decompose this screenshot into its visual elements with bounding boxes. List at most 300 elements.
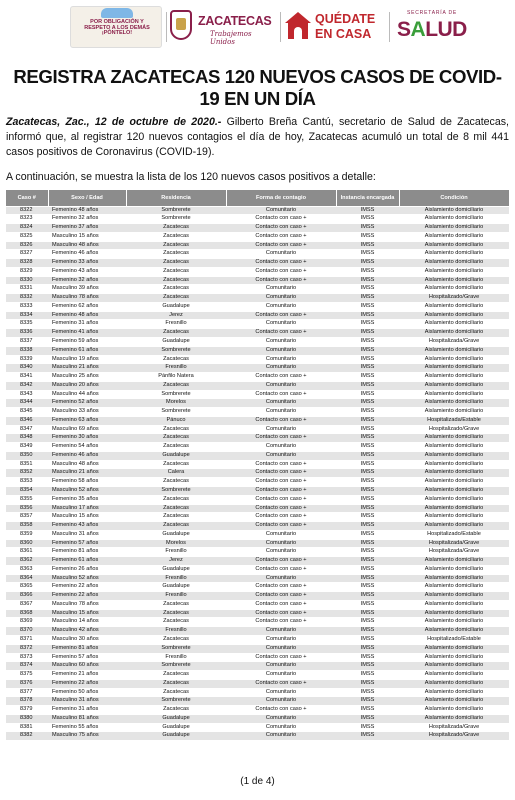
table-row: [6, 329, 509, 338]
table-cell: Femenino 30 años: [48, 434, 126, 443]
table-row: [6, 706, 509, 715]
table-cell: Aislamiento domiciliario: [399, 522, 509, 531]
table-cell: Comunitario: [226, 355, 336, 364]
table-cell: Femenino 35 años: [48, 495, 126, 504]
cases-table: [6, 190, 510, 740]
table-cell: Guadalupe: [126, 723, 226, 732]
table-cell: IMSS: [336, 259, 399, 268]
table-cell: 8324: [6, 224, 48, 233]
table-cell: IMSS: [336, 451, 399, 460]
table-row: [6, 373, 509, 382]
table-cell: Masculino 19 años: [48, 355, 126, 364]
table-cell: IMSS: [336, 478, 399, 487]
table-cell: IMSS: [336, 390, 399, 399]
table-cell: Femenino 31 años: [48, 706, 126, 715]
table-cell: Femenino 43 años: [48, 267, 126, 276]
table-cell: Aislamiento domiciliario: [399, 311, 509, 320]
table-row: [6, 671, 509, 680]
table-cell: 8366: [6, 592, 48, 601]
table-cell: Contacto con caso +: [226, 513, 336, 522]
table-row: [6, 548, 509, 557]
table-cell: 8351: [6, 460, 48, 469]
table-cell: Femenino 62 años: [48, 302, 126, 311]
table-cell: Femenino 59 años: [48, 337, 126, 346]
table-cell: Zacatecas: [126, 600, 226, 609]
header-separator: [166, 12, 167, 42]
table-cell: Aislamiento domiciliario: [399, 302, 509, 311]
table-row: [6, 215, 509, 224]
quedate-en-casa-logo: [285, 8, 385, 48]
table-cell: IMSS: [336, 679, 399, 688]
table-cell: Aislamiento domiciliario: [399, 662, 509, 671]
table-cell: IMSS: [336, 574, 399, 583]
table-cell: Femenino 46 años: [48, 451, 126, 460]
table-cell: 8349: [6, 443, 48, 452]
table-cell: Masculino 48 años: [48, 460, 126, 469]
table-cell: Aislamiento domiciliario: [399, 390, 509, 399]
table-cell: Masculino 78 años: [48, 294, 126, 303]
table-cell: Contacto con caso +: [226, 434, 336, 443]
table-cell: Contacto con caso +: [226, 311, 336, 320]
table-cell: Masculino 31 años: [48, 530, 126, 539]
table-cell: 8332: [6, 294, 48, 303]
table-cell: 8343: [6, 390, 48, 399]
table-cell: Femenino 50 años: [48, 688, 126, 697]
table-cell: Hospitalizada/Grave: [399, 337, 509, 346]
table-cell: Femenino 54 años: [48, 443, 126, 452]
table-cell: Aislamiento domiciliario: [399, 364, 509, 373]
table-cell: Zacatecas: [126, 460, 226, 469]
table-cell: IMSS: [336, 329, 399, 338]
table-cell: Aislamiento domiciliario: [399, 224, 509, 233]
table-row: [6, 478, 509, 487]
table-cell: Aislamiento domiciliario: [399, 443, 509, 452]
table-cell: Comunitario: [226, 723, 336, 732]
dateline: Zacatecas, Zac., 12 de octubre de 2020.-: [6, 116, 222, 128]
table-cell: Comunitario: [226, 636, 336, 645]
table-cell: Comunitario: [226, 408, 336, 417]
table-cell: Sombrerete: [126, 206, 226, 215]
table-cell: Contacto con caso +: [226, 679, 336, 688]
table-cell: Comunitario: [226, 381, 336, 390]
coat-of-arms-icon: [170, 10, 192, 40]
table-cell: Contacto con caso +: [226, 557, 336, 566]
table-cell: 8362: [6, 557, 48, 566]
table-cell: Femenino 57 años: [48, 539, 126, 548]
table-cell: 8364: [6, 574, 48, 583]
table-row: [6, 355, 509, 364]
table-cell: IMSS: [336, 706, 399, 715]
table-cell: Femenino 37 años: [48, 224, 126, 233]
zacatecas-government-logo: [170, 8, 275, 48]
table-cell: Comunitario: [226, 399, 336, 408]
table-cell: Contacto con caso +: [226, 232, 336, 241]
table-row: [6, 381, 509, 390]
table-cell: IMSS: [336, 320, 399, 329]
table-cell: Contacto con caso +: [226, 267, 336, 276]
table-cell: Comunitario: [226, 574, 336, 583]
table-row: [6, 364, 509, 373]
table-cell: Comunitario: [226, 451, 336, 460]
table-cell: Contacto con caso +: [226, 495, 336, 504]
zacatecas-slogan: Trabajemos Unidos: [210, 30, 252, 46]
table-cell: Contacto con caso +: [226, 259, 336, 268]
table-cell: 8334: [6, 311, 48, 320]
table-cell: 8353: [6, 478, 48, 487]
table-row: [6, 487, 509, 496]
table-cell: IMSS: [336, 618, 399, 627]
table-cell: 8337: [6, 337, 48, 346]
table-cell: IMSS: [336, 600, 399, 609]
table-row: [6, 416, 509, 425]
table-cell: Zacatecas: [126, 478, 226, 487]
table-cell: 8373: [6, 653, 48, 662]
table-cell: Zacatecas: [126, 434, 226, 443]
face-mask-icon: [101, 8, 133, 18]
header-separator: [280, 12, 281, 42]
table-cell: Guadalupe: [126, 302, 226, 311]
table-cell: Zacatecas: [126, 267, 226, 276]
table-cell: Sombrerete: [126, 662, 226, 671]
table-cell: IMSS: [336, 636, 399, 645]
table-cell: Pánfilo Natera: [126, 373, 226, 382]
table-cell: IMSS: [336, 732, 399, 740]
table-cell: Aislamiento domiciliario: [399, 600, 509, 609]
table-cell: Comunitario: [226, 548, 336, 557]
table-cell: Zacatecas: [126, 522, 226, 531]
table-cell: Hospitalizado/Grave: [399, 294, 509, 303]
table-row: [6, 232, 509, 241]
table-cell: Aislamiento domiciliario: [399, 697, 509, 706]
table-cell: Sombrerete: [126, 346, 226, 355]
table-row: [6, 504, 509, 513]
table-cell: 8367: [6, 600, 48, 609]
table-cell: IMSS: [336, 644, 399, 653]
table-cell: Contacto con caso +: [226, 329, 336, 338]
table-cell: 8360: [6, 539, 48, 548]
table-row: [6, 723, 509, 732]
table-row: [6, 714, 509, 723]
table-row: [6, 636, 509, 645]
table-cell: 8372: [6, 644, 48, 653]
table-row: [6, 609, 509, 618]
table-cell: Aislamiento domiciliario: [399, 671, 509, 680]
table-row: [6, 644, 509, 653]
table-cell: 8356: [6, 504, 48, 513]
table-cell: Masculino 75 años: [48, 732, 126, 740]
table-cell: Zacatecas: [126, 425, 226, 434]
column-header: Instancia encargada: [336, 190, 399, 206]
table-cell: 8357: [6, 513, 48, 522]
table-cell: IMSS: [336, 206, 399, 215]
table-row: [6, 592, 509, 601]
table-cell: Aislamiento domiciliario: [399, 653, 509, 662]
table-cell: Contacto con caso +: [226, 241, 336, 250]
secretaria-salud-logo: [393, 8, 508, 48]
table-cell: Masculino 78 años: [48, 600, 126, 609]
mask-line1: POR OBLIGACIÓN Y: [90, 19, 144, 25]
table-cell: Fresnillo: [126, 627, 226, 636]
table-cell: IMSS: [336, 373, 399, 382]
table-row: [6, 557, 509, 566]
table-cell: Zacatecas: [126, 241, 226, 250]
table-cell: Aislamiento domiciliario: [399, 355, 509, 364]
table-cell: 8322: [6, 206, 48, 215]
table-cell: Masculino 21 años: [48, 469, 126, 478]
table-cell: Aislamiento domiciliario: [399, 381, 509, 390]
table-cell: Masculino 69 años: [48, 425, 126, 434]
table-cell: Guadalupe: [126, 451, 226, 460]
table-cell: Hospitalizado/Estable: [399, 636, 509, 645]
table-cell: Aislamiento domiciliario: [399, 644, 509, 653]
table-cell: Fresnillo: [126, 320, 226, 329]
table-cell: Aislamiento domiciliario: [399, 679, 509, 688]
table-cell: IMSS: [336, 557, 399, 566]
table-cell: Zacatecas: [126, 355, 226, 364]
table-cell: 8365: [6, 583, 48, 592]
table-row: [6, 206, 509, 215]
table-cell: Zacatecas: [126, 443, 226, 452]
table-cell: Comunitario: [226, 662, 336, 671]
table-cell: Comunitario: [226, 530, 336, 539]
mask-line3: ¡PÓNTELO!: [101, 30, 133, 36]
table-cell: Contacto con caso +: [226, 416, 336, 425]
page-counter: (1 de 4): [240, 776, 275, 787]
table-cell: IMSS: [336, 504, 399, 513]
table-cell: IMSS: [336, 583, 399, 592]
table-cell: Aislamiento domiciliario: [399, 259, 509, 268]
table-cell: Jerez: [126, 311, 226, 320]
table-cell: IMSS: [336, 408, 399, 417]
table-cell: Femenino 81 años: [48, 548, 126, 557]
table-cell: 8330: [6, 276, 48, 285]
table-cell: 8358: [6, 522, 48, 531]
table-cell: IMSS: [336, 460, 399, 469]
table-cell: Masculino 17 años: [48, 504, 126, 513]
cases-table-body: [6, 206, 509, 740]
en-casa-text: EN CASA: [315, 27, 372, 41]
table-cell: Masculino 20 años: [48, 381, 126, 390]
table-cell: IMSS: [336, 276, 399, 285]
table-cell: IMSS: [336, 495, 399, 504]
table-cell: 8339: [6, 355, 48, 364]
column-header: Residencia: [126, 190, 226, 206]
table-cell: Comunitario: [226, 443, 336, 452]
table-cell: Sombrerete: [126, 390, 226, 399]
table-cell: Aislamiento domiciliario: [399, 460, 509, 469]
table-cell: Hospitalizada/Estable: [399, 416, 509, 425]
table-row: [6, 513, 509, 522]
table-row: [6, 434, 509, 443]
table-cell: Aislamiento domiciliario: [399, 320, 509, 329]
table-cell: Comunitario: [226, 337, 336, 346]
table-cell: Femenino 61 años: [48, 346, 126, 355]
table-cell: Masculino 52 años: [48, 487, 126, 496]
table-cell: Zacatecas: [126, 329, 226, 338]
table-row: [6, 688, 509, 697]
table-cell: Zacatecas: [126, 679, 226, 688]
table-cell: IMSS: [336, 434, 399, 443]
table-cell: 8344: [6, 399, 48, 408]
table-cell: IMSS: [336, 250, 399, 259]
table-cell: 8355: [6, 495, 48, 504]
table-cell: 8352: [6, 469, 48, 478]
table-cell: Masculino 33 años: [48, 408, 126, 417]
table-cell: Femenino 32 años: [48, 215, 126, 224]
table-cell: IMSS: [336, 723, 399, 732]
table-cell: Aislamiento domiciliario: [399, 618, 509, 627]
table-cell: 8377: [6, 688, 48, 697]
table-row: [6, 679, 509, 688]
table-cell: Comunitario: [226, 302, 336, 311]
quedate-text: QUÉDATE: [315, 12, 376, 26]
table-cell: Comunitario: [226, 320, 336, 329]
table-cell: Zacatecas: [126, 636, 226, 645]
table-cell: Zacatecas: [126, 618, 226, 627]
table-cell: Hospitalizada/Grave: [399, 548, 509, 557]
table-cell: 8326: [6, 241, 48, 250]
table-row: [6, 224, 509, 233]
table-cell: Hospitalizado/Grave: [399, 425, 509, 434]
table-row: [6, 583, 509, 592]
table-cell: IMSS: [336, 337, 399, 346]
table-cell: Contacto con caso +: [226, 609, 336, 618]
table-cell: Zacatecas: [126, 381, 226, 390]
table-cell: IMSS: [336, 311, 399, 320]
table-cell: Femenino 41 años: [48, 329, 126, 338]
table-cell: Comunitario: [226, 250, 336, 259]
table-cell: Masculino 60 años: [48, 662, 126, 671]
table-cell: Masculino 30 años: [48, 636, 126, 645]
table-cell: Femenino 58 años: [48, 478, 126, 487]
table-cell: Masculino 48 años: [48, 241, 126, 250]
table-cell: Fresnillo: [126, 574, 226, 583]
table-cell: 8381: [6, 723, 48, 732]
table-cell: Aislamiento domiciliario: [399, 276, 509, 285]
table-cell: IMSS: [336, 232, 399, 241]
table-cell: Aislamiento domiciliario: [399, 627, 509, 636]
table-cell: Morelos: [126, 539, 226, 548]
table-cell: Masculino 42 años: [48, 627, 126, 636]
table-cell: IMSS: [336, 381, 399, 390]
table-cell: Aislamiento domiciliario: [399, 469, 509, 478]
zacatecas-wordmark: ZACATECAS: [198, 14, 272, 28]
table-cell: Contacto con caso +: [226, 224, 336, 233]
header-separator: [389, 12, 390, 42]
table-cell: Femenino 48 años: [48, 206, 126, 215]
table-cell: Contacto con caso +: [226, 653, 336, 662]
table-row: [6, 653, 509, 662]
table-cell: Comunitario: [226, 294, 336, 303]
table-row: [6, 276, 509, 285]
table-cell: Aislamiento domiciliario: [399, 504, 509, 513]
table-cell: IMSS: [336, 513, 399, 522]
table-cell: Hospitalizada/Grave: [399, 723, 509, 732]
table-cell: 8363: [6, 565, 48, 574]
table-cell: Zacatecas: [126, 495, 226, 504]
table-cell: Comunitario: [226, 732, 336, 740]
table-cell: Aislamiento domiciliario: [399, 513, 509, 522]
table-cell: IMSS: [336, 302, 399, 311]
table-row: [6, 346, 509, 355]
table-cell: Aislamiento domiciliario: [399, 267, 509, 276]
table-cell: Zacatecas: [126, 706, 226, 715]
table-cell: Sombrerete: [126, 487, 226, 496]
table-cell: Zacatecas: [126, 671, 226, 680]
table-cell: Contacto con caso +: [226, 592, 336, 601]
table-cell: IMSS: [336, 364, 399, 373]
table-cell: Comunitario: [226, 539, 336, 548]
table-row: [6, 390, 509, 399]
table-cell: Aislamiento domiciliario: [399, 487, 509, 496]
table-cell: Femenino 63 años: [48, 416, 126, 425]
table-cell: Contacto con caso +: [226, 487, 336, 496]
table-row: [6, 241, 509, 250]
table-cell: 8354: [6, 487, 48, 496]
table-cell: Masculino 15 años: [48, 232, 126, 241]
table-cell: Comunitario: [226, 671, 336, 680]
table-cell: IMSS: [336, 215, 399, 224]
table-row: [6, 294, 509, 303]
mask-campaign-logo: [70, 6, 162, 48]
table-cell: Contacto con caso +: [226, 504, 336, 513]
table-cell: Masculino 81 años: [48, 714, 126, 723]
table-row: [6, 259, 509, 268]
table-cell: Femenino 43 años: [48, 522, 126, 531]
table-cell: IMSS: [336, 627, 399, 636]
table-cell: Hospitalizada/Grave: [399, 539, 509, 548]
table-cell: Guadalupe: [126, 583, 226, 592]
table-cell: IMSS: [336, 346, 399, 355]
table-cell: Calera: [126, 469, 226, 478]
table-cell: 8346: [6, 416, 48, 425]
table-cell: 8329: [6, 267, 48, 276]
table-row: [6, 522, 509, 531]
table-cell: Femenino 48 años: [48, 311, 126, 320]
table-cell: Aislamiento domiciliario: [399, 478, 509, 487]
table-cell: Comunitario: [226, 688, 336, 697]
table-cell: Aislamiento domiciliario: [399, 495, 509, 504]
table-cell: Aislamiento domiciliario: [399, 688, 509, 697]
table-cell: Aislamiento domiciliario: [399, 592, 509, 601]
table-cell: IMSS: [336, 565, 399, 574]
table-cell: IMSS: [336, 548, 399, 557]
column-header: Forma de contagio: [226, 190, 336, 206]
table-row: [6, 250, 509, 259]
table-cell: Masculino 31 años: [48, 697, 126, 706]
table-cell: IMSS: [336, 224, 399, 233]
table-row: [6, 574, 509, 583]
table-cell: IMSS: [336, 425, 399, 434]
table-row: [6, 267, 509, 276]
table-cell: Aislamiento domiciliario: [399, 232, 509, 241]
secretaria-de-text: SECRETARÍA DE: [407, 10, 458, 16]
table-cell: 8347: [6, 425, 48, 434]
table-cell: IMSS: [336, 285, 399, 294]
table-cell: Contacto con caso +: [226, 469, 336, 478]
table-cell: Zacatecas: [126, 609, 226, 618]
table-cell: Femenino 46 años: [48, 250, 126, 259]
table-row: [6, 451, 509, 460]
table-cell: IMSS: [336, 355, 399, 364]
table-cell: 8338: [6, 346, 48, 355]
table-cell: 8380: [6, 714, 48, 723]
lead-paragraph: [6, 115, 509, 160]
table-cell: Aislamiento domiciliario: [399, 250, 509, 259]
table-cell: Aislamiento domiciliario: [399, 583, 509, 592]
table-cell: Aislamiento domiciliario: [399, 574, 509, 583]
table-cell: Guadalupe: [126, 714, 226, 723]
